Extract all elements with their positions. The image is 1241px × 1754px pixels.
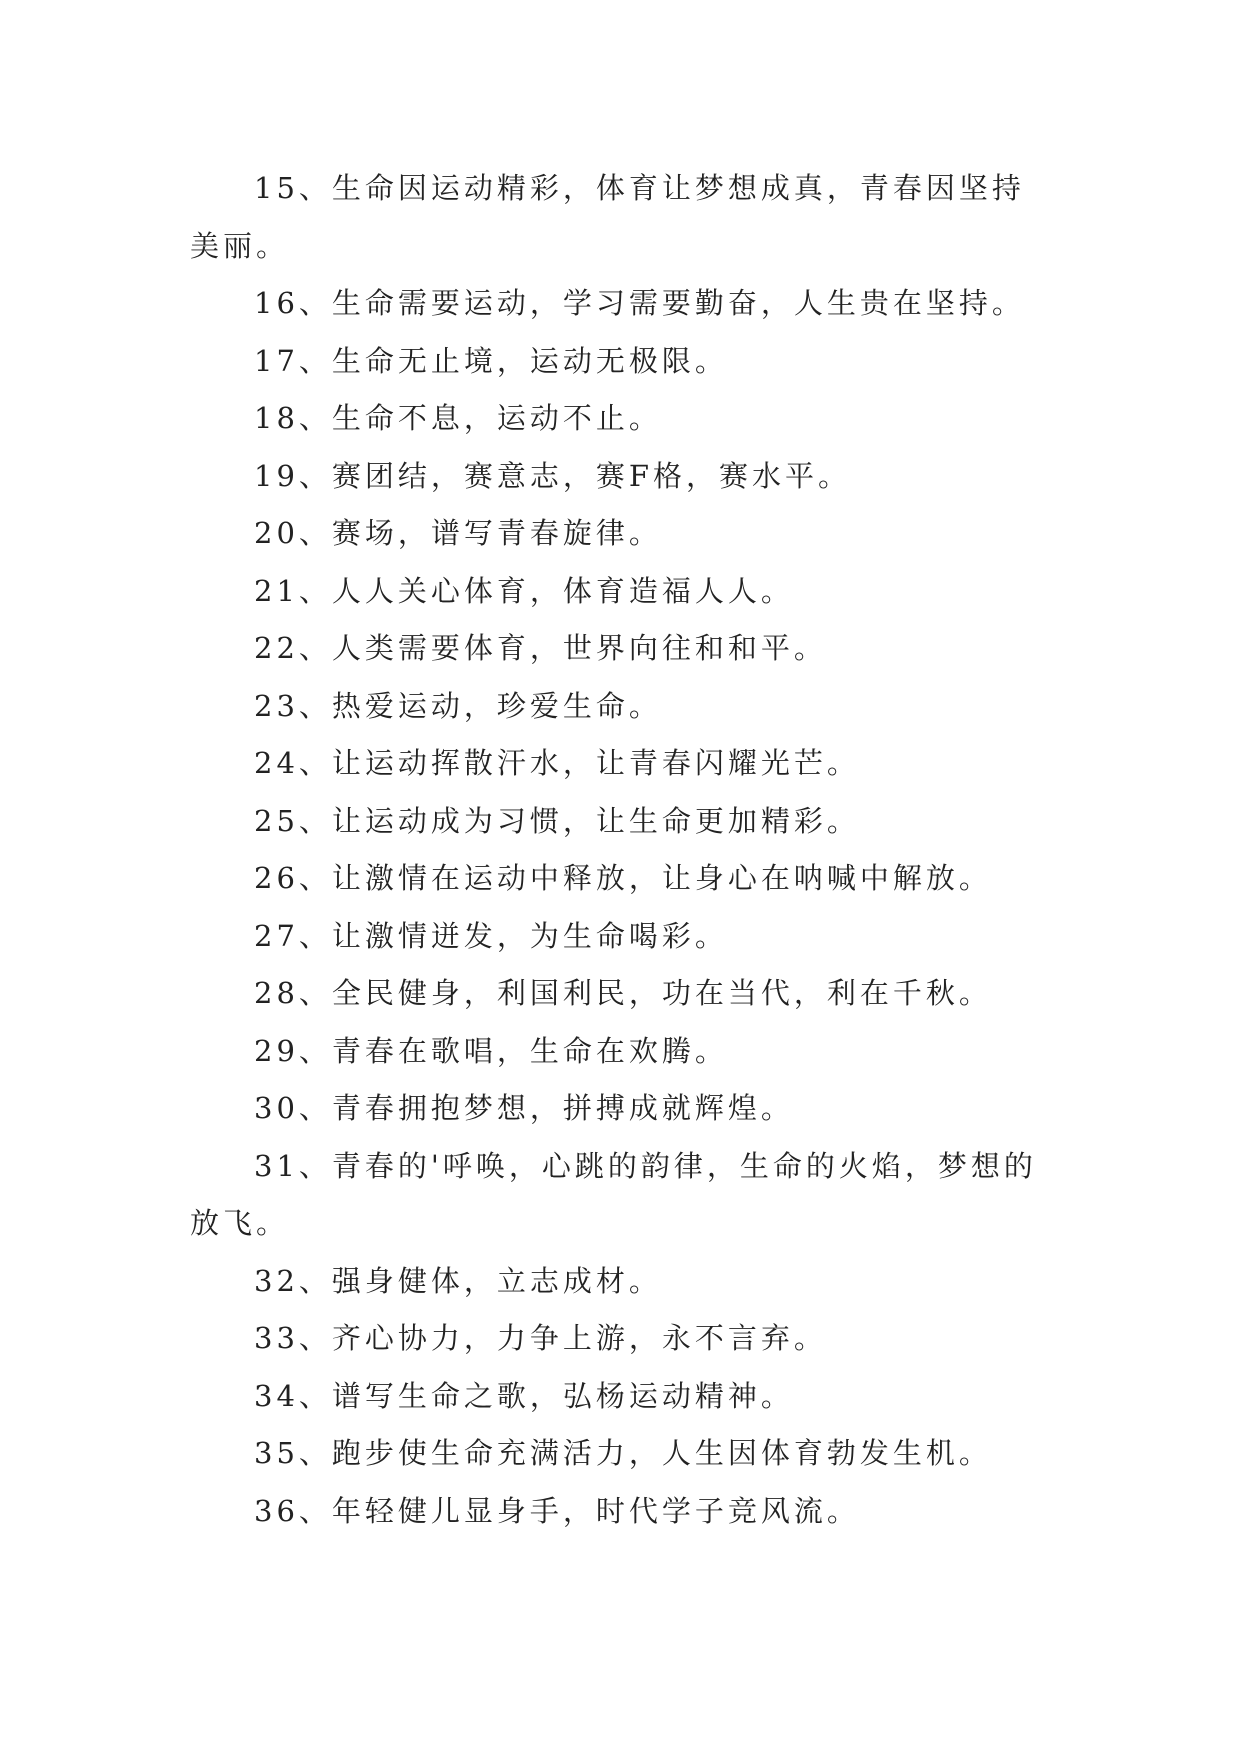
paragraph-21: 21、人人关心体育，体育造福人人。	[254, 573, 794, 608]
paragraph-19: 19、赛团结，赛意志，赛F格，赛水平。	[254, 458, 852, 493]
paragraph-17: 17、生命无止境，运动无极限。	[254, 343, 728, 378]
paragraph-27: 27、让激情迸发，为生命喝彩。	[254, 918, 728, 953]
paragraph-35: 35、跑步使生命充满活力，人生因体育勃发生机。	[254, 1436, 992, 1470]
paragraph-31: 31、青春的'呼唤，心跳的韵律，生命的火焰，梦想的放飞。	[190, 1148, 1037, 1240]
paragraph-26: 26、让激情在运动中释放，让身心在呐喊中解放。	[254, 861, 992, 895]
paragraph-23: 23、热爱运动，珍爱生命。	[254, 688, 662, 723]
paragraph-34: 34、谱写生命之歌，弘杨运动精神。	[254, 1378, 794, 1413]
paragraph-32: 32、强身健体，立志成材。	[254, 1263, 662, 1298]
paragraph-29: 29、青春在歌唱，生命在欢腾。	[254, 1033, 728, 1068]
paragraph-24: 24、让运动挥散汗水，让青春闪耀光芒。	[254, 746, 860, 780]
paragraph-15: 15、生命因运动精彩，体育让梦想成真，青春因坚持美丽。	[190, 171, 1025, 263]
paragraph-16: 16、生命需要运动，学习需要勤奋，人生贵在坚持。	[254, 286, 1025, 320]
paragraph-18: 18、生命不息，运动不止。	[254, 401, 662, 435]
paragraph-20: 20、赛场，谱写青春旋律。	[254, 516, 662, 550]
document-body	[190, 160, 1056, 1540]
paragraph-33: 33、齐心协力，力争上游，永不言弃。	[254, 1321, 827, 1355]
paragraph-25: 25、让运动成为习惯，让生命更加精彩。	[254, 803, 860, 838]
paragraph-28: 28、全民健身，利国利民，功在当代，利在千秋。	[254, 976, 992, 1010]
paragraph-36: 36、年轻健儿显身手，时代学子竞风流。	[254, 1493, 860, 1528]
paragraph-22: 22、人类需要体育，世界向往和和平。	[254, 631, 827, 665]
paragraph-30: 30、青春拥抱梦想，拼搏成就辉煌。	[254, 1091, 794, 1125]
